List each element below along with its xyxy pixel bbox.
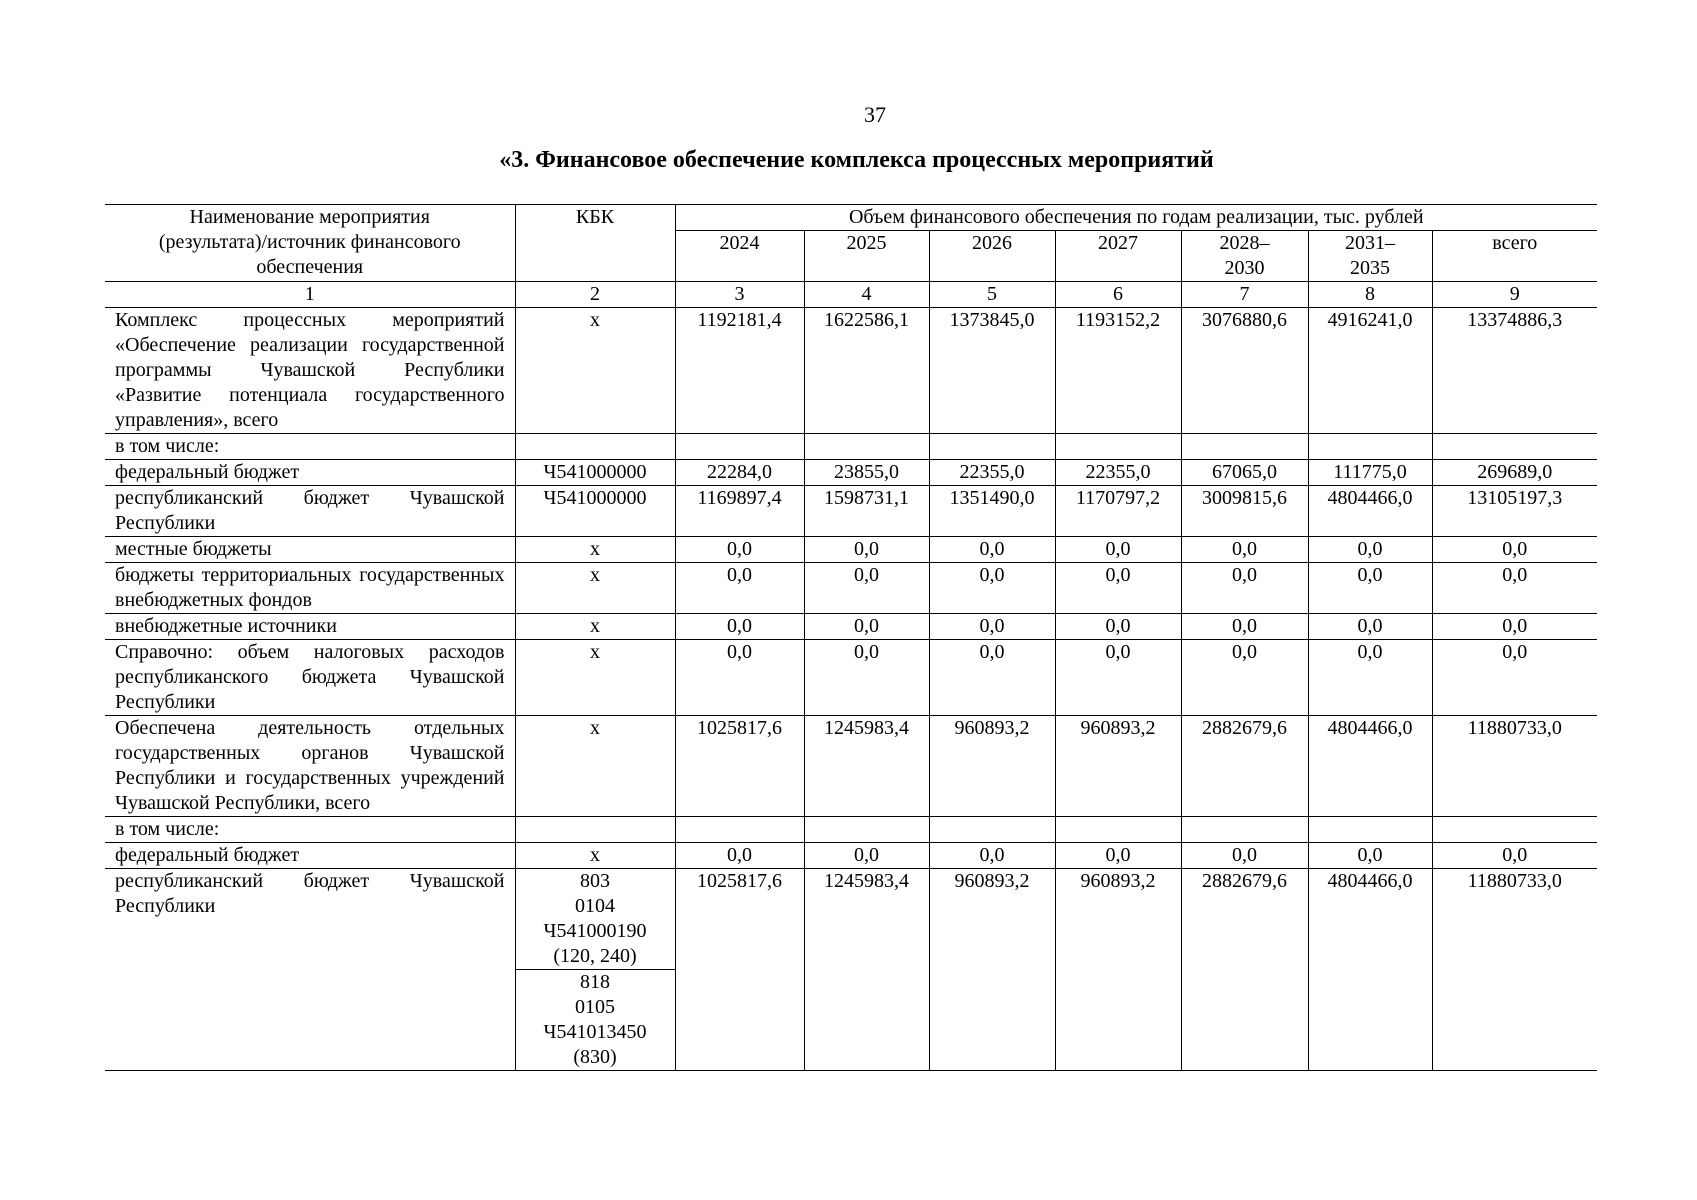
table-row (105, 486, 1597, 537)
row-value: 0,0 (1055, 563, 1181, 614)
row-value (1181, 817, 1308, 843)
kbk-line: 0105 (575, 996, 615, 1018)
row-value (929, 817, 1055, 843)
row-kbk: х (515, 563, 675, 614)
row-value: 1373845,0 (929, 308, 1055, 434)
column-number-row (105, 282, 1597, 308)
row-value: 3076880,6 (1181, 308, 1308, 434)
row-value: 0,0 (1181, 563, 1308, 614)
kbk-line: (120, 240) (553, 945, 637, 967)
header-kbk: КБК (515, 205, 675, 282)
row-value: 22284,0 (675, 460, 804, 486)
row-value: 0,0 (675, 537, 804, 563)
row-value: 1170797,2 (1055, 486, 1181, 537)
header-year: 2024 (675, 231, 804, 282)
row-value: 111775,0 (1308, 460, 1432, 486)
row-name: местные бюджеты (105, 537, 515, 563)
row-value: 22355,0 (929, 460, 1055, 486)
row-name: республиканский бюджет Чувашской Республики (105, 486, 515, 537)
row-value: 0,0 (1308, 640, 1432, 716)
section-title: «3. Финансовое обеспечение комплекса процессных мероприятий (499, 147, 1214, 173)
table-row (105, 640, 1597, 716)
row-kbk: х (515, 716, 675, 817)
row-value: 0,0 (929, 640, 1055, 716)
row-kbk: Ч541000000 (515, 486, 675, 537)
column-number: 3 (675, 282, 804, 308)
table-row (105, 308, 1597, 434)
row-value: 1245983,4 (804, 716, 929, 817)
row-value: 0,0 (1181, 843, 1308, 869)
table-row (105, 460, 1597, 486)
row-value: 960893,2 (1055, 869, 1181, 1071)
header-year: 2031– 2035 (1308, 231, 1432, 282)
row-value: 0,0 (1432, 563, 1597, 614)
row-value: 2882679,6 (1181, 716, 1308, 817)
row-value: 13105197,3 (1432, 486, 1597, 537)
row-name: в том числе: (105, 817, 515, 843)
row-value: 0,0 (1181, 537, 1308, 563)
kbk-line: 803 (580, 870, 610, 892)
column-number: 8 (1308, 282, 1432, 308)
table-row (105, 716, 1597, 817)
kbk-line: Ч541013450 (543, 1021, 647, 1043)
header-year: 2028– 2030 (1181, 231, 1308, 282)
row-value (1055, 434, 1181, 460)
row-value: 269689,0 (1432, 460, 1597, 486)
row-kbk-part (515, 970, 675, 1071)
row-value: 1245983,4 (804, 869, 929, 1071)
row-value: 0,0 (804, 537, 929, 563)
row-value: 0,0 (1308, 537, 1432, 563)
row-value: 0,0 (804, 640, 929, 716)
row-value: 0,0 (804, 843, 929, 869)
row-value (675, 817, 804, 843)
row-value (804, 434, 929, 460)
row-kbk: х (515, 537, 675, 563)
row-name: Справочно: объем налоговых расходов республиканского бюджета Чувашской Республики (105, 640, 515, 716)
row-value: 0,0 (1308, 614, 1432, 640)
header-year: всего (1432, 231, 1597, 282)
table-row (105, 817, 1597, 843)
row-value: 23855,0 (804, 460, 929, 486)
row-value: 1598731,1 (804, 486, 929, 537)
page-number: 37 (864, 102, 886, 127)
row-value: 11880733,0 (1432, 716, 1597, 817)
column-number: 9 (1432, 282, 1597, 308)
header-year: 2027 (1055, 231, 1181, 282)
row-name: федеральный бюджет (105, 460, 515, 486)
row-value: 67065,0 (1181, 460, 1308, 486)
financing-table (105, 204, 1597, 1071)
row-value (675, 434, 804, 460)
column-number: 7 (1181, 282, 1308, 308)
row-value: 0,0 (804, 563, 929, 614)
column-number: 4 (804, 282, 929, 308)
row-value: 0,0 (929, 537, 1055, 563)
row-value: 0,0 (1432, 640, 1597, 716)
header-volume: Объем финансового обеспечения по годам реализации, тыс. рублей (675, 205, 1597, 231)
row-value: 0,0 (1432, 614, 1597, 640)
row-value: 0,0 (675, 614, 804, 640)
row-value (1432, 817, 1597, 843)
kbk-line: Ч541000190 (543, 920, 647, 942)
row-kbk: х (515, 614, 675, 640)
row-kbk (515, 817, 675, 843)
row-value: 0,0 (675, 563, 804, 614)
table-row (105, 843, 1597, 869)
row-value: 0,0 (675, 640, 804, 716)
row-value: 0,0 (804, 614, 929, 640)
row-value: 4804466,0 (1308, 486, 1432, 537)
row-value: 2882679,6 (1181, 869, 1308, 1071)
row-value (1308, 817, 1432, 843)
row-value: 0,0 (1308, 843, 1432, 869)
row-value: 22355,0 (1055, 460, 1181, 486)
row-value: 1351490,0 (929, 486, 1055, 537)
row-name: Комплекс процессных мероприятий «Обеспечение реализации государственной программы Чувашской Республики «Развитие потенциала государственного управления», всего (105, 308, 515, 434)
row-value: 13374886,3 (1432, 308, 1597, 434)
row-value: 1025817,6 (675, 869, 804, 1071)
row-value (804, 817, 929, 843)
column-number: 6 (1055, 282, 1181, 308)
row-value: 0,0 (1055, 614, 1181, 640)
row-kbk: х (515, 843, 675, 869)
table-row (105, 434, 1597, 460)
row-kbk: х (515, 308, 675, 434)
row-value: 1622586,1 (804, 308, 929, 434)
row-value: 0,0 (1181, 614, 1308, 640)
row-value (1432, 434, 1597, 460)
row-name: внебюджетные источники (105, 614, 515, 640)
header-year: 2026 (929, 231, 1055, 282)
row-value: 0,0 (1181, 640, 1308, 716)
row-value: 960893,2 (1055, 716, 1181, 817)
row-kbk-part (515, 869, 675, 970)
row-value: 0,0 (929, 843, 1055, 869)
row-value: 0,0 (929, 563, 1055, 614)
row-kbk (515, 434, 675, 460)
row-value: 1025817,6 (675, 716, 804, 817)
row-value: 1193152,2 (1055, 308, 1181, 434)
row-value: 4916241,0 (1308, 308, 1432, 434)
row-name: республиканский бюджет Чувашской Республики (105, 869, 515, 1071)
row-value (929, 434, 1055, 460)
row-kbk: Ч541000000 (515, 460, 675, 486)
row-value: 1169897,4 (675, 486, 804, 537)
row-value: 0,0 (1055, 537, 1181, 563)
header-row-1 (105, 205, 1597, 231)
kbk-line: 0104 (575, 895, 615, 917)
row-value: 0,0 (1432, 537, 1597, 563)
kbk-line: (830) (573, 1046, 617, 1068)
row-name: Обеспечена деятельность отдельных государственных органов Чувашской Республики и государственных учреждений Чувашской Республики, всего (105, 716, 515, 817)
row-kbk: х (515, 640, 675, 716)
column-number: 5 (929, 282, 1055, 308)
row-value (1055, 817, 1181, 843)
row-name: в том числе: (105, 434, 515, 460)
row-name: бюджеты территориальных государственных внебюджетных фондов (105, 563, 515, 614)
table-row (105, 614, 1597, 640)
table-row (105, 537, 1597, 563)
row-value: 0,0 (1055, 843, 1181, 869)
table-row (105, 869, 1597, 970)
row-value: 1192181,4 (675, 308, 804, 434)
row-value: 0,0 (1432, 843, 1597, 869)
row-value (1181, 434, 1308, 460)
row-value: 960893,2 (929, 716, 1055, 817)
column-number: 2 (515, 282, 675, 308)
header-year: 2025 (804, 231, 929, 282)
row-value: 11880733,0 (1432, 869, 1597, 1071)
column-number: 1 (105, 282, 515, 308)
row-value: 0,0 (675, 843, 804, 869)
row-value (1308, 434, 1432, 460)
row-value: 4804466,0 (1308, 716, 1432, 817)
row-value: 0,0 (1308, 563, 1432, 614)
row-name: федеральный бюджет (105, 843, 515, 869)
header-name: Наименование мероприятия (результата)/источник финансового обеспечения (105, 205, 515, 282)
row-value: 4804466,0 (1308, 869, 1432, 1071)
kbk-line: 818 (580, 971, 610, 993)
table-row (105, 563, 1597, 614)
row-value: 960893,2 (929, 869, 1055, 1071)
row-value: 0,0 (1055, 640, 1181, 716)
row-value: 3009815,6 (1181, 486, 1308, 537)
row-value: 0,0 (929, 614, 1055, 640)
